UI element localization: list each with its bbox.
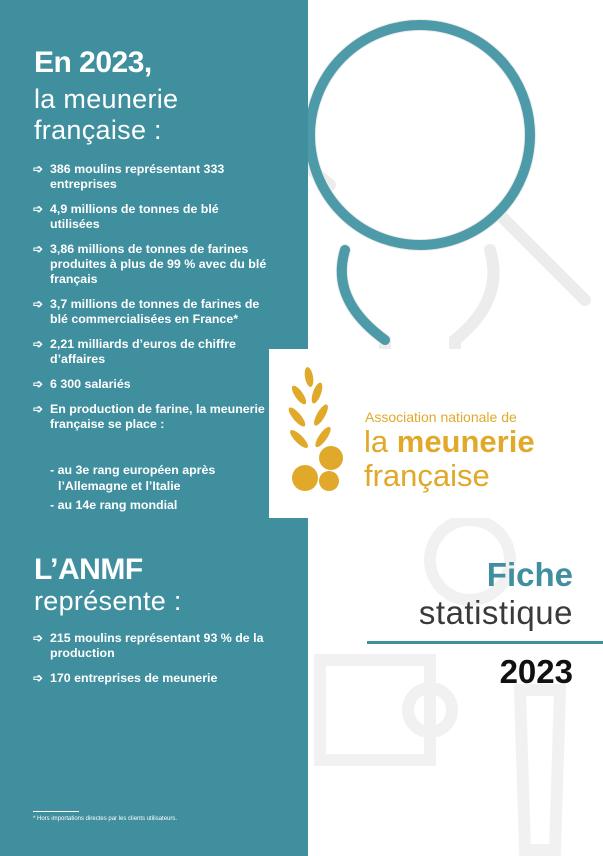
arrow-right-icon: ➩ <box>33 671 44 685</box>
logo-text-meunerie: la meunerie <box>364 424 535 459</box>
fiche-subtitle: statistique <box>418 594 573 631</box>
section2-title-line2: représente : <box>34 586 182 616</box>
arrow-right-icon: ➩ <box>33 242 44 256</box>
sub-item: - au 3e rang européen après <box>50 463 216 477</box>
wheat-logo-icon <box>287 365 357 493</box>
sub-item: l’Allemagne et l’Italie <box>58 479 181 493</box>
list-item: ➩ 6 300 salariés <box>33 377 131 391</box>
section2-list <box>33 631 268 696</box>
list-item: ➩ 215 moulins représentant 93 % de la production <box>33 631 264 660</box>
year-label: 2023 <box>499 653 573 690</box>
list-item: ➩ En production de farine, la meunerie française se place : <box>33 402 265 431</box>
sub-item: - au 14e rang mondial <box>50 498 178 512</box>
footnote: * Hors importations directes par les clients utilisateurs. <box>33 816 178 822</box>
list-item: ➩ 386 moulins représentant 333 entreprises <box>33 162 225 191</box>
arrow-right-icon: ➩ <box>33 402 44 416</box>
section1-list <box>33 162 268 434</box>
fiche-title: Fiche <box>486 556 573 593</box>
anmf-logo <box>269 349 603 518</box>
arrow-right-icon: ➩ <box>33 337 44 351</box>
logo-text-association: Association nationale de <box>365 409 517 425</box>
footnote-divider <box>33 811 79 812</box>
arrow-right-icon: ➩ <box>33 631 44 645</box>
section1-title: En 2023, <box>34 46 152 79</box>
section1-title-line2: la meunerie <box>34 84 179 114</box>
list-item: ➩ 4,9 millions de tonnes de blé utilisées <box>33 202 219 231</box>
section2-title: L’ANMF <box>34 553 143 586</box>
rank-sublist <box>33 462 290 513</box>
arrow-right-icon: ➩ <box>33 162 44 176</box>
list-item: ➩ 3,7 millions de tonnes de farines de blé commercialisées en France* <box>33 297 260 326</box>
section1-title-line3: française : <box>34 115 162 145</box>
list-item: ➩ 2,21 milliards d’euros de chiffre d’affaires <box>33 337 236 366</box>
arrow-right-icon: ➩ <box>33 202 44 216</box>
title-divider <box>367 641 603 644</box>
logo-text-francaise: française <box>364 458 490 493</box>
list-item: ➩ 3,86 millions de tonnes de farines produites à plus de 99 % avec du blé français <box>33 242 267 286</box>
list-item: ➩ 170 entreprises de meunerie <box>33 671 218 685</box>
arrow-right-icon: ➩ <box>33 297 44 311</box>
arrow-right-icon: ➩ <box>33 377 44 391</box>
